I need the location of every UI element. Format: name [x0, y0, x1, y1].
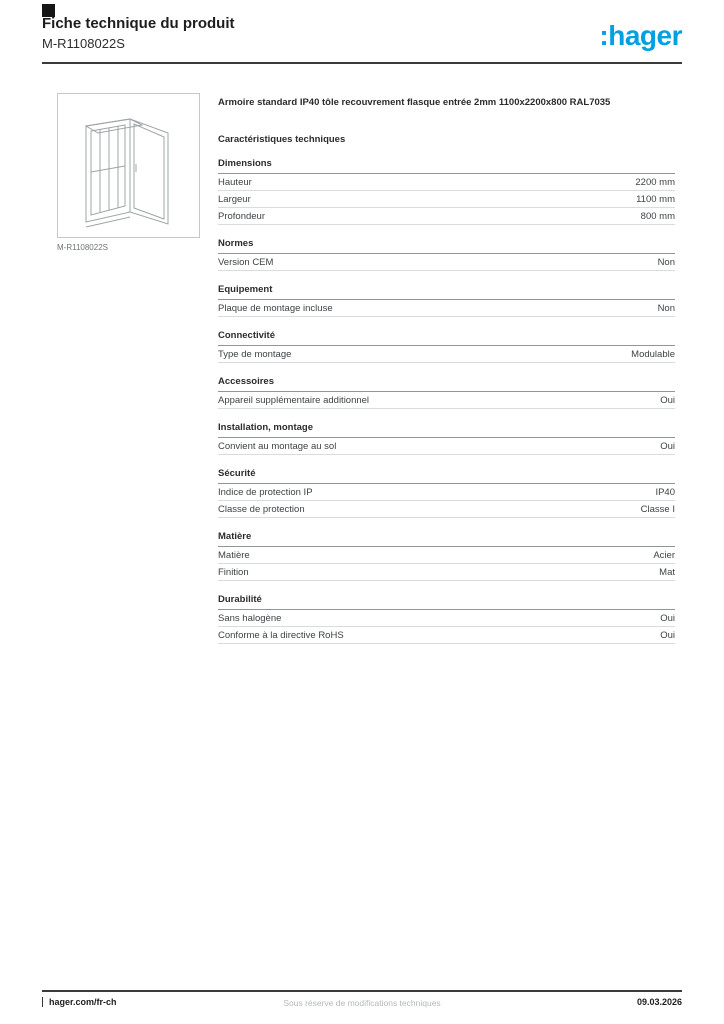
- spec-row: [218, 174, 675, 191]
- spec-row: [218, 547, 675, 564]
- spec-label: Conforme à la directive RoHS: [218, 629, 344, 641]
- section-title: Accessoires: [218, 376, 675, 392]
- spec-row: [218, 627, 675, 644]
- section-title: Installation, montage: [218, 422, 675, 438]
- product-code: M-R1108022S: [42, 36, 125, 51]
- spec-label: Appareil supplémentaire additionnel: [218, 394, 370, 406]
- spec-row: [218, 484, 675, 501]
- product-image: [64, 100, 194, 232]
- section-title: Dimensions: [218, 158, 675, 174]
- section-installation: [218, 422, 675, 455]
- footer-date: 09.03.2026: [636, 997, 682, 1007]
- spec-label: Version CEM: [218, 256, 274, 268]
- spec-value: Acier: [653, 549, 675, 561]
- spec-value: Oui: [660, 440, 675, 452]
- spec-label: Sans halogène: [218, 612, 282, 624]
- footer-disclaimer: Sous réserve de modifications techniques: [283, 998, 441, 1008]
- section-title: Matière: [218, 531, 675, 547]
- header-divider: [42, 62, 682, 64]
- spec-row: [218, 501, 675, 518]
- section-title: Connectivité: [218, 330, 675, 346]
- footer-divider: [42, 990, 682, 992]
- spec-value: 1100 mm: [636, 193, 675, 205]
- page-title: Fiche technique du produit: [42, 15, 235, 32]
- spec-label: Hauteur: [218, 176, 252, 188]
- section-dimensions: [218, 158, 675, 225]
- section-title: Equipement: [218, 284, 675, 300]
- spec-value: Classe I: [640, 503, 675, 515]
- spec-value: 2200 mm: [635, 176, 675, 188]
- section-matiere: [218, 531, 675, 581]
- section-equipement: [218, 284, 675, 317]
- spec-label: Matière: [218, 549, 250, 561]
- spec-label: Classe de protection: [218, 503, 305, 515]
- spec-row: [218, 610, 675, 627]
- spec-value: Oui: [660, 394, 675, 406]
- section-title: Normes: [218, 238, 675, 254]
- characteristics-heading: Caractéristiques techniques: [218, 133, 346, 145]
- spec-row: [218, 191, 675, 208]
- spec-row: [218, 300, 675, 317]
- section-connectivite: [218, 330, 675, 363]
- section-durabilite: [218, 594, 675, 644]
- section-title: Sécurité: [218, 468, 675, 484]
- section-accessoires: [218, 376, 675, 409]
- spec-value: Oui: [660, 612, 675, 624]
- spec-value: Non: [657, 302, 675, 314]
- spec-label: Largeur: [218, 193, 251, 205]
- spec-row: [218, 208, 675, 225]
- spec-value: 800 mm: [640, 210, 675, 222]
- spec-value: Modulable: [631, 348, 675, 360]
- spec-label: Finition: [218, 566, 249, 578]
- spec-row: [218, 346, 675, 363]
- spec-row: [218, 564, 675, 581]
- product-image-frame: [57, 93, 200, 238]
- hager-logo: :hager: [599, 20, 682, 51]
- spec-row: [218, 438, 675, 455]
- product-description: Armoire standard IP40 tôle recouvrement flasque entrée 2mm 1100x2200x800 RAL7035: [218, 97, 611, 108]
- spec-row: [218, 254, 675, 271]
- spec-row: [218, 392, 675, 409]
- section-normes: [218, 238, 675, 271]
- spec-value: Non: [657, 256, 675, 268]
- spec-value: Oui: [660, 629, 675, 641]
- footer-website-link[interactable]: hager.com/fr-ch: [42, 997, 117, 1007]
- specs-content: [218, 97, 675, 644]
- spec-label: Convient au montage au sol: [218, 440, 337, 452]
- section-title: Durabilité: [218, 594, 675, 610]
- spec-label: Plaque de montage incluse: [218, 302, 333, 314]
- product-image-caption: M-R1108022S: [57, 243, 108, 252]
- spec-label: Indice de protection IP: [218, 486, 313, 498]
- spec-value: Mat: [659, 566, 675, 578]
- spec-label: Type de montage: [218, 348, 292, 360]
- spec-value: IP40: [655, 486, 675, 498]
- spec-label: Profondeur: [218, 210, 266, 222]
- section-securite: [218, 468, 675, 518]
